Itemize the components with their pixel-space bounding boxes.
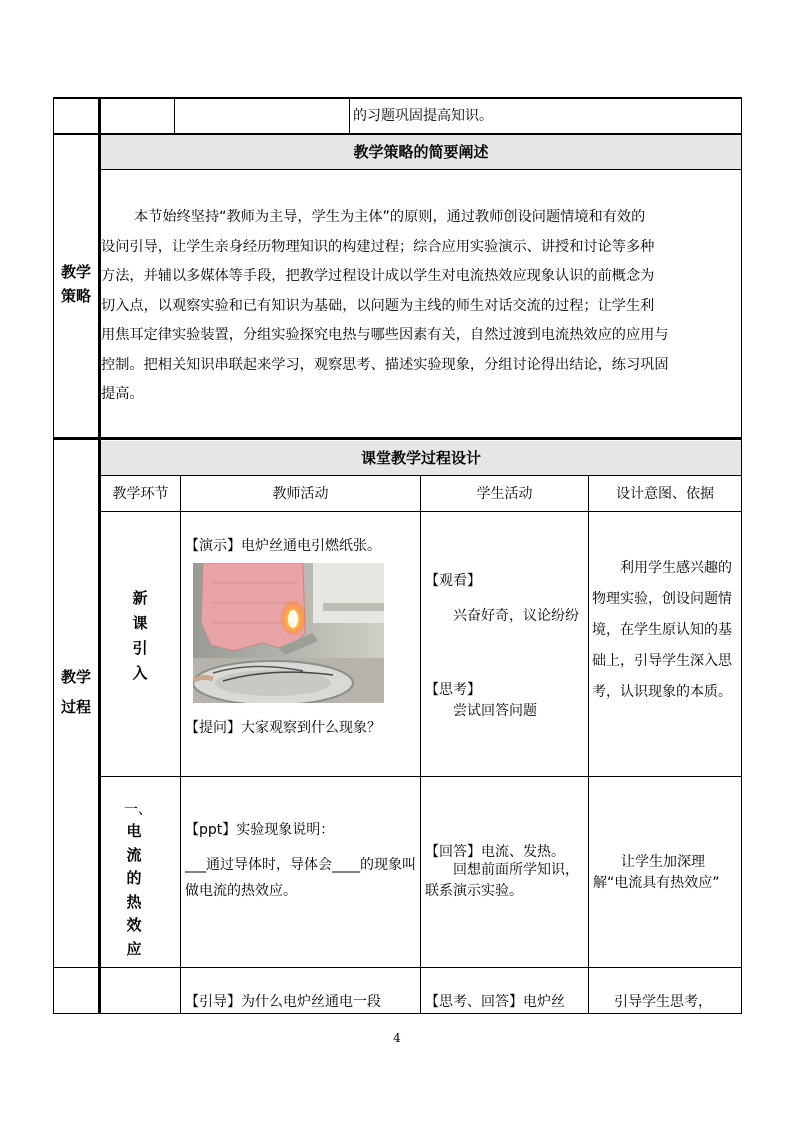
stage-label-heat: 电流的热效应 <box>126 822 142 958</box>
demo-photo <box>193 563 384 703</box>
page-number: 4 <box>393 1031 401 1045</box>
burning-paper-photo <box>193 563 384 703</box>
student-think-answer: 【思考、回答】电炉丝 <box>425 994 565 1010</box>
student-think-tag: 【思考】 <box>425 682 481 698</box>
table-border-top <box>53 97 742 99</box>
student-think: 尝试回答问题 <box>453 703 537 719</box>
stage-label-intro: 新课引入 <box>132 589 148 682</box>
student-recall: 回想前面所学知识，联系演示实验。 <box>425 862 579 899</box>
col-divider <box>349 97 350 134</box>
continuation-text: 的习题巩固提高知识。 <box>353 108 493 124</box>
intent-guide: 引导学生思考， <box>614 994 712 1010</box>
col-divider <box>420 475 421 1014</box>
col-divider <box>588 475 589 1014</box>
row-divider <box>101 475 742 476</box>
strategy-header: 教学策略的简要阐述 <box>353 143 489 161</box>
col-divider <box>174 97 175 134</box>
row-divider <box>53 967 742 968</box>
row-divider <box>53 133 742 135</box>
strategy-side-label: 教学策略 <box>60 263 91 305</box>
column-header-stage: 教学环节 <box>112 486 169 502</box>
strategy-paragraph-line: 控制。把相关知识串联起来学习，观察思考、描述实验现象，分组讨论得出结论，练习巩固 <box>101 356 669 373</box>
teacher-ppt: 【ppt】实验现象说明： <box>185 822 335 838</box>
intent-heat: 让学生加深理解“电流具有热效应” <box>593 854 720 891</box>
row-divider <box>101 776 742 777</box>
process-header: 课堂教学过程设计 <box>360 449 481 467</box>
strategy-paragraph-line: 方法，并辅以多媒体等手段，把教学过程设计成以学生对电流热效应现象认识的前概念为 <box>101 268 655 284</box>
column-header-teacher: 教师活动 <box>272 486 329 502</box>
strategy-paragraph-line: 切入点，以观察实验和已有知识为基础，以问题为主线的师生对话交流的过程；让学生利 <box>101 297 655 314</box>
teacher-question: 【提问】大家观察到什么现象？ <box>185 720 381 736</box>
student-watch-tag: 【观看】 <box>425 573 481 589</box>
row-divider <box>101 511 742 512</box>
process-side-label: 教学过程 <box>60 668 91 716</box>
strategy-paragraph-line: 提高。 <box>101 386 144 402</box>
strategy-paragraph-line: 设问引导，让学生亲身经历物理知识的构建过程；综合应用实验演示、讲授和讨论等多种 <box>101 238 655 255</box>
teacher-demo: 【演示】电炉丝通电引燃纸张。 <box>185 538 381 554</box>
col-divider <box>180 475 181 1014</box>
student-answer: 【回答】电流、发热。 <box>425 844 565 860</box>
strategy-paragraph-line: 本节始终坚持“教师为主导，学生为主体”的原则，通过教师创设问题情境和有效的 <box>134 209 646 225</box>
column-header-intent: 设计意图、依据 <box>616 486 714 502</box>
row-divider <box>101 169 742 170</box>
intent-intro: 利用学生感兴趣的物理实验，创设问题情境，在学生原认知的基础上，引导学生深入思考，认识现象的本质。 <box>592 560 732 700</box>
table-border-right <box>741 97 742 1014</box>
row-divider <box>53 437 742 440</box>
teacher-fill-blank: ___通过导体时，导体会____的现象叫做电流的热效应。 <box>185 857 416 899</box>
student-watch: 兴奋好奇，议论纷纷 <box>453 608 579 624</box>
table-border-left <box>53 97 54 1014</box>
table-border-bottom <box>53 1013 742 1014</box>
column-header-student: 学生活动 <box>476 486 533 502</box>
strategy-paragraph-line: 用焦耳定律实验装置，分组实验探究电热与哪些因素有关，自然过渡到电流热效应的应用与 <box>101 327 669 343</box>
teacher-guide: 【引导】为什么电炉丝通电一段 <box>185 994 381 1010</box>
stage-number-heat: 一、 <box>124 802 152 818</box>
